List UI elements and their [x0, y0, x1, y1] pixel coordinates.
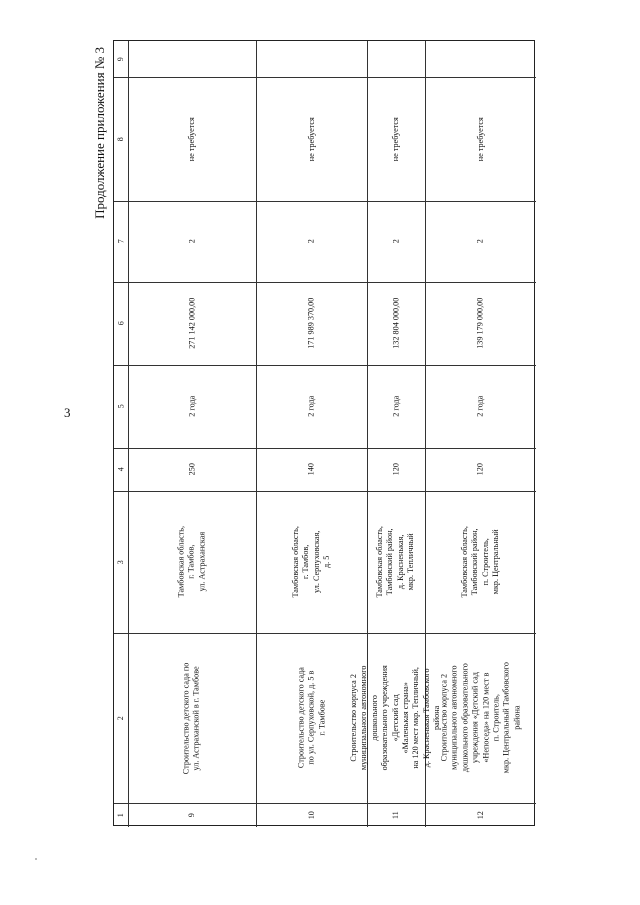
table-cell	[128, 365, 256, 448]
table-cell-text: 11	[390, 811, 400, 819]
table-cell	[128, 41, 256, 77]
table-cell	[425, 41, 536, 77]
column-header-text: 1	[115, 813, 125, 817]
table-cell-text: Тамбовская область, г. Тамбов, ул. Астраханская	[176, 526, 207, 598]
table-cell	[128, 633, 256, 803]
column-header	[114, 448, 128, 491]
column-header	[114, 803, 128, 827]
table-cell	[367, 41, 425, 77]
table-cell-text: 2	[475, 239, 485, 244]
table-cell	[425, 365, 536, 448]
table-cell	[256, 803, 367, 827]
table-cell-text: 140	[306, 463, 316, 476]
table-cell-text: Тамбовская область, Тамбовский район, п. Строитель, мкр. Центральный	[459, 526, 500, 598]
table-cell-text: Строительство детского сада по ул. Серпуховской, д. 5 в г. Тамбове	[295, 667, 326, 769]
table-cell	[256, 448, 367, 491]
column-header	[114, 365, 128, 448]
table-cell-text: не требуется	[475, 116, 485, 162]
column-header-text: 7	[115, 239, 125, 244]
table-cell	[425, 201, 536, 282]
table-cell	[367, 77, 425, 201]
column-header	[114, 77, 128, 201]
table-cell	[367, 365, 425, 448]
column-header	[114, 282, 128, 365]
table-cell-text: 2 года	[390, 396, 400, 417]
table-cell	[425, 448, 536, 491]
table-cell-text: Строительство корпуса 2 муниципального автономного дошкольного образовательного учреждения «Детский сад «Маленькая страна» на 120 мест мкр. Тепличный, д. Красненькая Тамбовского района	[349, 665, 442, 771]
table-cell-text: 9	[186, 812, 196, 818]
table-cell	[425, 803, 536, 827]
table-cell-text: не требуется	[390, 116, 400, 162]
table-cell	[128, 803, 256, 827]
table-cell-text: не требуется	[306, 116, 316, 162]
table-cell-text: 171 989 370,00	[306, 297, 316, 350]
table-cell	[256, 77, 367, 201]
table-cell	[367, 201, 425, 282]
table-cell-text: Строительство детского сада по ул. Астраханской в г. Тамбове	[181, 662, 201, 774]
column-header	[114, 491, 128, 633]
column-header-text: 6	[115, 321, 125, 326]
table-cell	[256, 491, 367, 633]
table-cell	[128, 491, 256, 633]
table-cell	[349, 633, 442, 803]
column-header	[114, 201, 128, 282]
table-cell-text: 271 142 000,00	[186, 297, 196, 350]
table-cell-text: 12	[475, 810, 485, 820]
table-cell	[128, 448, 256, 491]
table-cell	[128, 77, 256, 201]
appendix-caption: Продолжение приложения № 3	[92, 47, 107, 219]
table-cell	[128, 201, 256, 282]
column-header-text: 8	[115, 137, 125, 141]
column-header-text: 3	[115, 560, 125, 564]
table-cell	[367, 803, 425, 827]
table-cell-text: 2 года	[306, 396, 316, 417]
table-cell-text: 120	[390, 463, 400, 476]
table-cell-text: 132 804 000,00	[390, 297, 400, 350]
table-cell-text: Тамбовская область, Тамбовский район, д. Красненькая, мкр. Тепличный	[375, 526, 416, 598]
table-cell-text: 120	[475, 463, 485, 476]
table-cell-text: 2	[186, 239, 196, 244]
table-cell-text: 10	[306, 810, 316, 820]
column-header	[114, 41, 128, 77]
table-cell	[256, 282, 367, 365]
table-cell-text: 2	[306, 239, 316, 244]
table-cell	[256, 365, 367, 448]
table-cell	[128, 282, 256, 365]
table-cell-text: Тамбовская область, г. Тамбов, ул. Серпуховская, д. 5	[290, 526, 331, 598]
data-table	[113, 40, 535, 826]
scan-speck	[35, 858, 37, 860]
table-cell	[256, 41, 367, 77]
table-cell-text: 2 года	[186, 396, 196, 417]
table-cell-text: 139 179 000,00	[475, 297, 485, 350]
table-cell	[256, 201, 367, 282]
table-cell-text: 2	[390, 239, 400, 244]
table-cell-text: 250	[186, 463, 196, 476]
table-cell	[425, 282, 536, 365]
column-header-text: 5	[115, 404, 125, 409]
table-cell	[367, 448, 425, 491]
table-cell	[367, 282, 425, 365]
column-header	[114, 633, 128, 803]
table-cell	[367, 491, 425, 633]
table-cell	[425, 633, 536, 803]
table-cell-text: Строительство корпуса 2 муниципального автономного дошкольного образовательного учреждения «Детский сад «Непоседа» на 120 мест в п. Строитель, мкр. Центральный Тамбовского района	[438, 662, 521, 774]
table-cell	[425, 77, 536, 201]
column-header-text: 2	[115, 716, 125, 720]
table-cell	[425, 491, 536, 633]
table-cell-text: не требуется	[186, 116, 196, 162]
column-header-text: 9	[115, 57, 125, 61]
column-header-text: 4	[115, 467, 125, 472]
page-number: 3	[64, 405, 71, 420]
table-cell-text: 2 года	[475, 396, 485, 417]
